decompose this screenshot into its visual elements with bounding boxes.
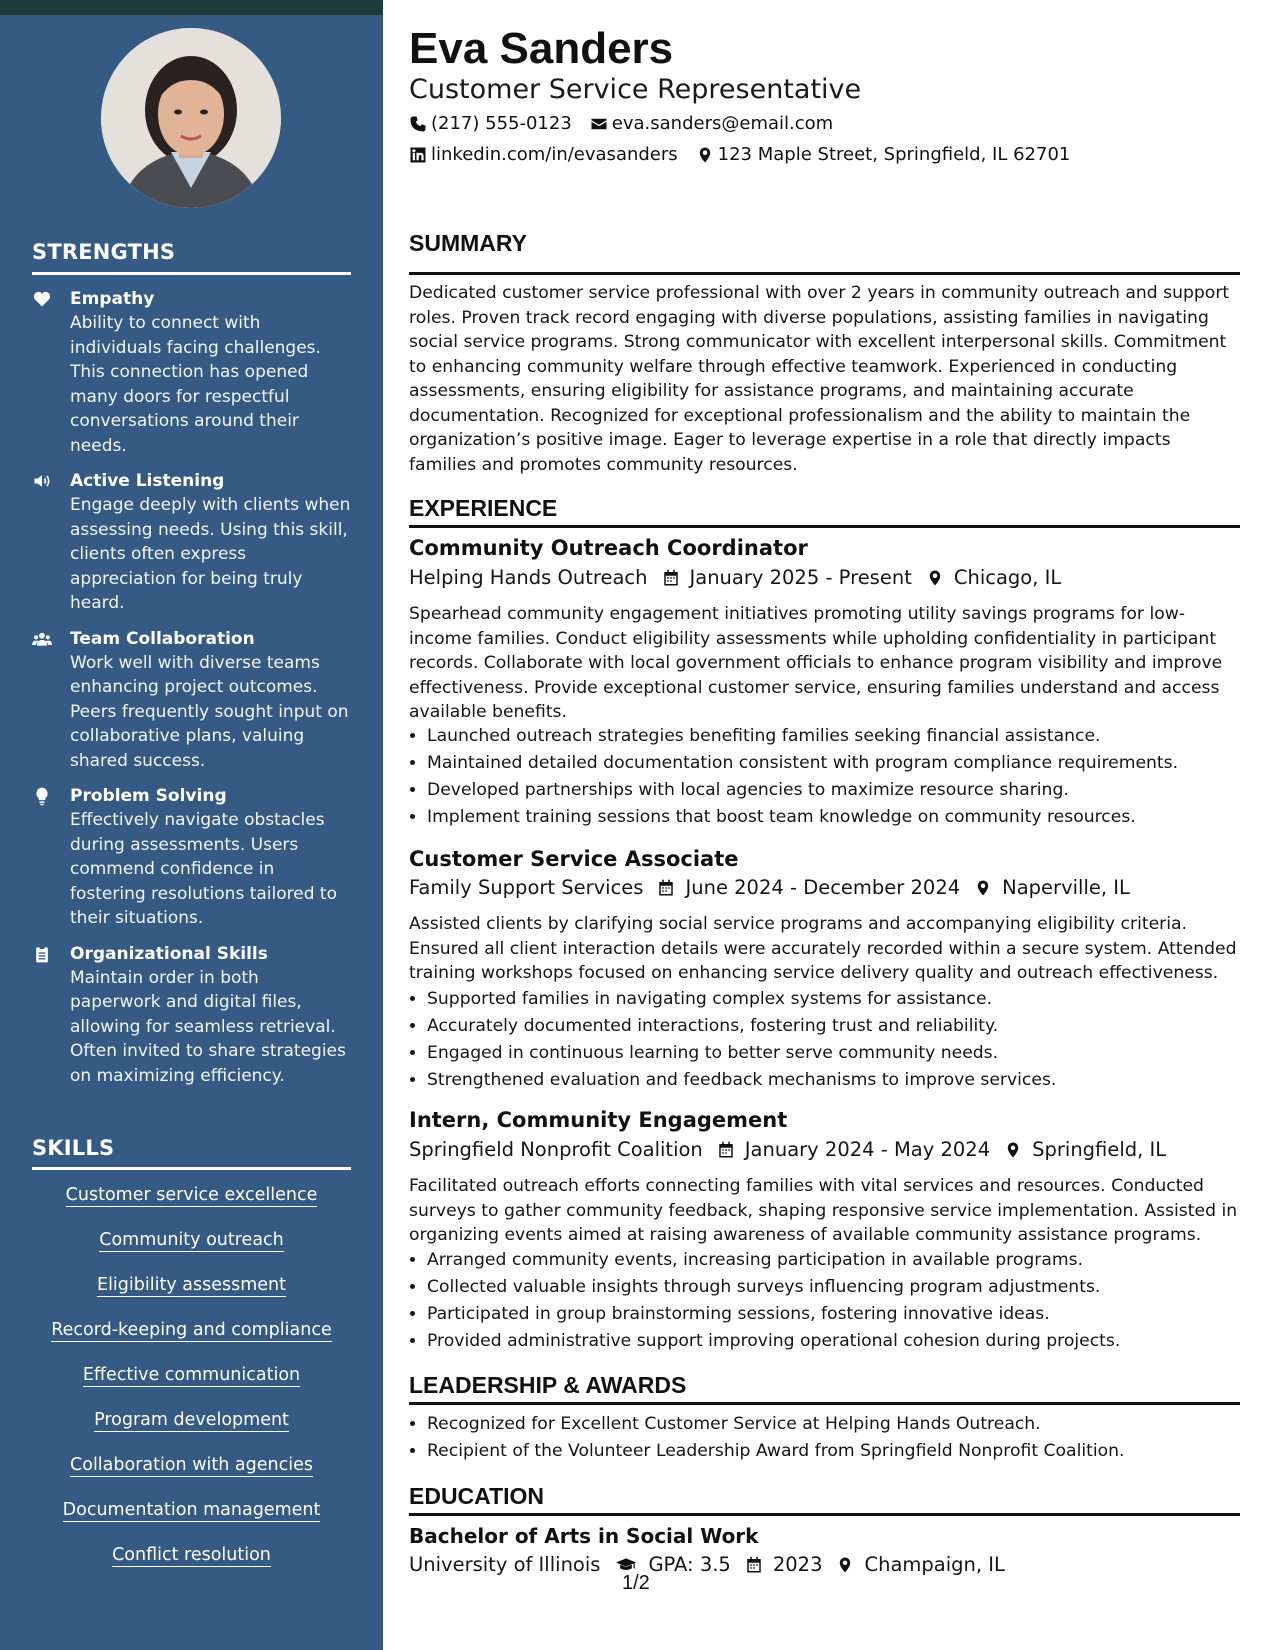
email-contact[interactable]: [590, 113, 833, 134]
top-accent-bar: [0, 0, 383, 15]
strength-description: Ability to connect with individuals facing challenges. This connection has opened many doors for respectful conversations around their needs.: [70, 313, 321, 456]
contact-row-2: [409, 144, 1088, 165]
strengths-list: [32, 287, 352, 1099]
map-pin-icon: [926, 568, 944, 588]
list-item: • Developed partnerships with local agencies to maximize resource sharing.: [427, 777, 1239, 804]
summary-divider: [409, 272, 1240, 275]
job-meta: [409, 566, 1075, 589]
skills-heading: SKILLS: [32, 1136, 115, 1160]
strength-item: [32, 942, 352, 1089]
strengths-heading: STRENGTHS: [32, 240, 176, 264]
strength-item: [32, 287, 352, 458]
skill-item: Documentation management: [62, 1500, 321, 1520]
job-location: Chicago, IL: [953, 566, 1062, 589]
strength-description: Maintain order in both paperwork and digital files, allowing for seamless retrieval. Often invited to share strategies on maximizing efficiency.: [70, 967, 346, 1086]
company-name: Family Support Services: [409, 876, 644, 899]
job-location: Naperville, IL: [1002, 876, 1130, 899]
job-dates: January 2025 - Present: [689, 566, 912, 589]
strength-name: Empathy: [70, 289, 155, 309]
strength-name: Active Listening: [70, 471, 225, 491]
strength-item: [32, 627, 352, 774]
list-item: • Participated in group brainstorming sessions, fostering innovative ideas.: [427, 1301, 1239, 1328]
strength-item: [32, 784, 352, 931]
job-meta: [409, 876, 1144, 899]
job-meta: [409, 1138, 1180, 1161]
summary-text: Dedicated customer service professional with over 2 years in community outreach and support roles. Proven track record engaging with diverse populations, assisting families in navigating social service programs. Strong communicator with excellent interpersonal skills. Commitment to enhancing community welfare through effective teamwork. Experienced in conducting assessments, ensuring eligibility for assistance programs, and maintaining accurate documentation. Recognized for exceptional professionalism and the ability to maintain the organization’s positive image. Eager to leverage expertise in a role that directly impacts families and promotes community resources.: [409, 283, 1230, 475]
lightbulb-icon: [32, 784, 70, 931]
job-dates: January 2024 - May 2024: [744, 1138, 991, 1161]
job-title: Community Outreach Coordinator: [409, 536, 808, 560]
awards-divider: [409, 1402, 1240, 1405]
job-bullets: [409, 723, 1239, 831]
awards-list: [409, 1411, 1239, 1465]
company-name: Helping Hands Outreach: [409, 566, 648, 589]
degree-title: Bachelor of Arts in Social Work: [409, 1524, 759, 1548]
list-item: • Recognized for Excellent Customer Service at Helping Hands Outreach.: [427, 1411, 1239, 1438]
calendar-icon: [657, 878, 675, 898]
list-item: • Maintained detailed documentation consistent with program compliance requirements.: [427, 750, 1239, 777]
calendar-icon: [717, 1140, 735, 1160]
list-item: • Recipient of the Volunteer Leadership Award from Springfield Nonprofit Coalition.: [427, 1438, 1239, 1465]
list-item: • Implement training sessions that boost team knowledge on community resources.: [427, 804, 1239, 831]
calendar-icon: [662, 568, 680, 588]
street-address: 123 Maple Street, Springfield, IL 62701: [717, 144, 1071, 165]
list-item: • Collected valuable insights through surveys influencing program adjustments.: [427, 1274, 1239, 1301]
list-item: • Strengthened evaluation and feedback mechanisms to improve services.: [427, 1067, 1239, 1094]
job-location: Springfield, IL: [1032, 1138, 1167, 1161]
education-meta: [409, 1553, 1019, 1576]
linkedin-url[interactable]: linkedin.com/in/evasanders: [431, 144, 678, 165]
heart-icon: [32, 287, 70, 458]
address-contact: [696, 144, 1071, 165]
company-name: Springfield Nonprofit Coalition: [409, 1138, 703, 1161]
list-item: • Launched outreach strategies benefiting families seeking financial assistance.: [427, 723, 1239, 750]
phone-number: (217) 555-0123: [431, 113, 572, 134]
job-bullets: [409, 986, 1239, 1094]
map-pin-icon: [836, 1555, 854, 1575]
summary-heading: SUMMARY: [409, 230, 527, 256]
job-dates: June 2024 - December 2024: [685, 876, 961, 899]
map-pin-icon: [1004, 1140, 1022, 1160]
skills-divider: [32, 1167, 351, 1170]
strength-name: Team Collaboration: [70, 628, 255, 649]
profile-photo: [101, 28, 281, 208]
job-description: Spearhead community engagement initiatives promoting utility savings programs for low-income families. Conduct eligibility assessments while upholding confidentiality in participant records. Collaborate with local government officials to enhance program visibility and improve effectiveness. Provide exceptional customer service, ensuring families understand and access available benefits.: [409, 604, 1223, 722]
education-divider: [409, 1513, 1240, 1516]
linkedin-icon: [409, 146, 427, 164]
skill-item: Conflict resolution: [112, 1545, 271, 1565]
gpa: GPA: 3.5: [648, 1553, 731, 1576]
job-description: Assisted clients by clarifying social service programs and accompanying eligibility criteria. Ensured all client interaction details were accurately recorded within a secure system. Attended training workshops focused on enhancing service delivery quality and outreach effectiveness.: [409, 914, 1237, 983]
strength-name: Problem Solving: [70, 786, 227, 806]
awards-heading: LEADERSHIP & AWARDS: [409, 1372, 687, 1398]
education-heading: EDUCATION: [409, 1483, 545, 1509]
graduation-year: 2023: [772, 1553, 823, 1576]
strength-description: Effectively navigate obstacles during assessments. Users commend confidence in fostering resolutions tailored to their situations.: [70, 810, 337, 928]
list-item: • Arranged community events, increasing participation in available programs.: [427, 1247, 1239, 1274]
skill-item: Record-keeping and compliance: [51, 1320, 332, 1340]
skill-item: Effective communication: [82, 1365, 301, 1385]
strength-description: Engage deeply with clients when assessing needs. Using this skill, clients often express appreciation for being truly heard.: [70, 495, 351, 613]
map-pin-icon: [974, 878, 992, 898]
phone-icon: [409, 115, 427, 133]
page-number: 1/2: [622, 1572, 650, 1594]
list-item: • Engaged in continuous learning to better serve community needs.: [427, 1040, 1239, 1067]
candidate-title: Customer Service Representative: [409, 74, 862, 105]
email-address[interactable]: eva.sanders@email.com: [611, 113, 834, 134]
strengths-divider: [32, 272, 351, 275]
job-title: Customer Service Associate: [409, 847, 739, 871]
strength-description: Work well with diverse teams enhancing project outcomes. Peers frequently sought input on collaborative plans, valuing shared success.: [70, 652, 349, 771]
school-location: Champaign, IL: [864, 1553, 1005, 1576]
volume-icon: [32, 469, 70, 616]
calendar-icon: [745, 1555, 763, 1575]
job-title: Intern, Community Engagement: [409, 1108, 788, 1132]
experience-heading: EXPERIENCE: [409, 495, 558, 521]
job-description: Facilitated outreach efforts connecting families with vital services and resources. Conducted surveys to gather community feedback, shaping responsive service implementation. Assisted in organizing events aimed at raising awareness of available community assistance programs.: [409, 1176, 1238, 1245]
school-name: University of Illinois: [409, 1553, 601, 1576]
candidate-name: Eva Sanders: [409, 24, 674, 73]
phone-contact: [409, 113, 572, 134]
map-pin-icon: [696, 146, 714, 164]
skill-item: Program development: [94, 1410, 289, 1430]
skills-list: [32, 1182, 351, 1587]
envelope-icon: [590, 115, 608, 133]
list-item: • Supported families in navigating complex systems for assistance.: [427, 986, 1239, 1013]
skill-item: Customer service excellence: [65, 1185, 318, 1205]
skill-item: Eligibility assessment: [97, 1275, 286, 1295]
linkedin-contact[interactable]: [409, 144, 678, 165]
contact-row-1: [409, 113, 851, 134]
strength-name: Organizational Skills: [70, 943, 268, 964]
list-item: • Accurately documented interactions, fostering trust and reliability.: [427, 1013, 1239, 1040]
skill-item: Community outreach: [99, 1230, 284, 1250]
experience-divider: [409, 525, 1240, 528]
list-item: • Provided administrative support improving operational cohesion during projects.: [427, 1328, 1239, 1355]
clipboard-icon: [32, 942, 70, 1089]
skill-item: Collaboration with agencies: [70, 1455, 313, 1475]
strength-item: [32, 469, 352, 616]
job-bullets: [409, 1247, 1239, 1355]
users-icon: [32, 627, 70, 774]
